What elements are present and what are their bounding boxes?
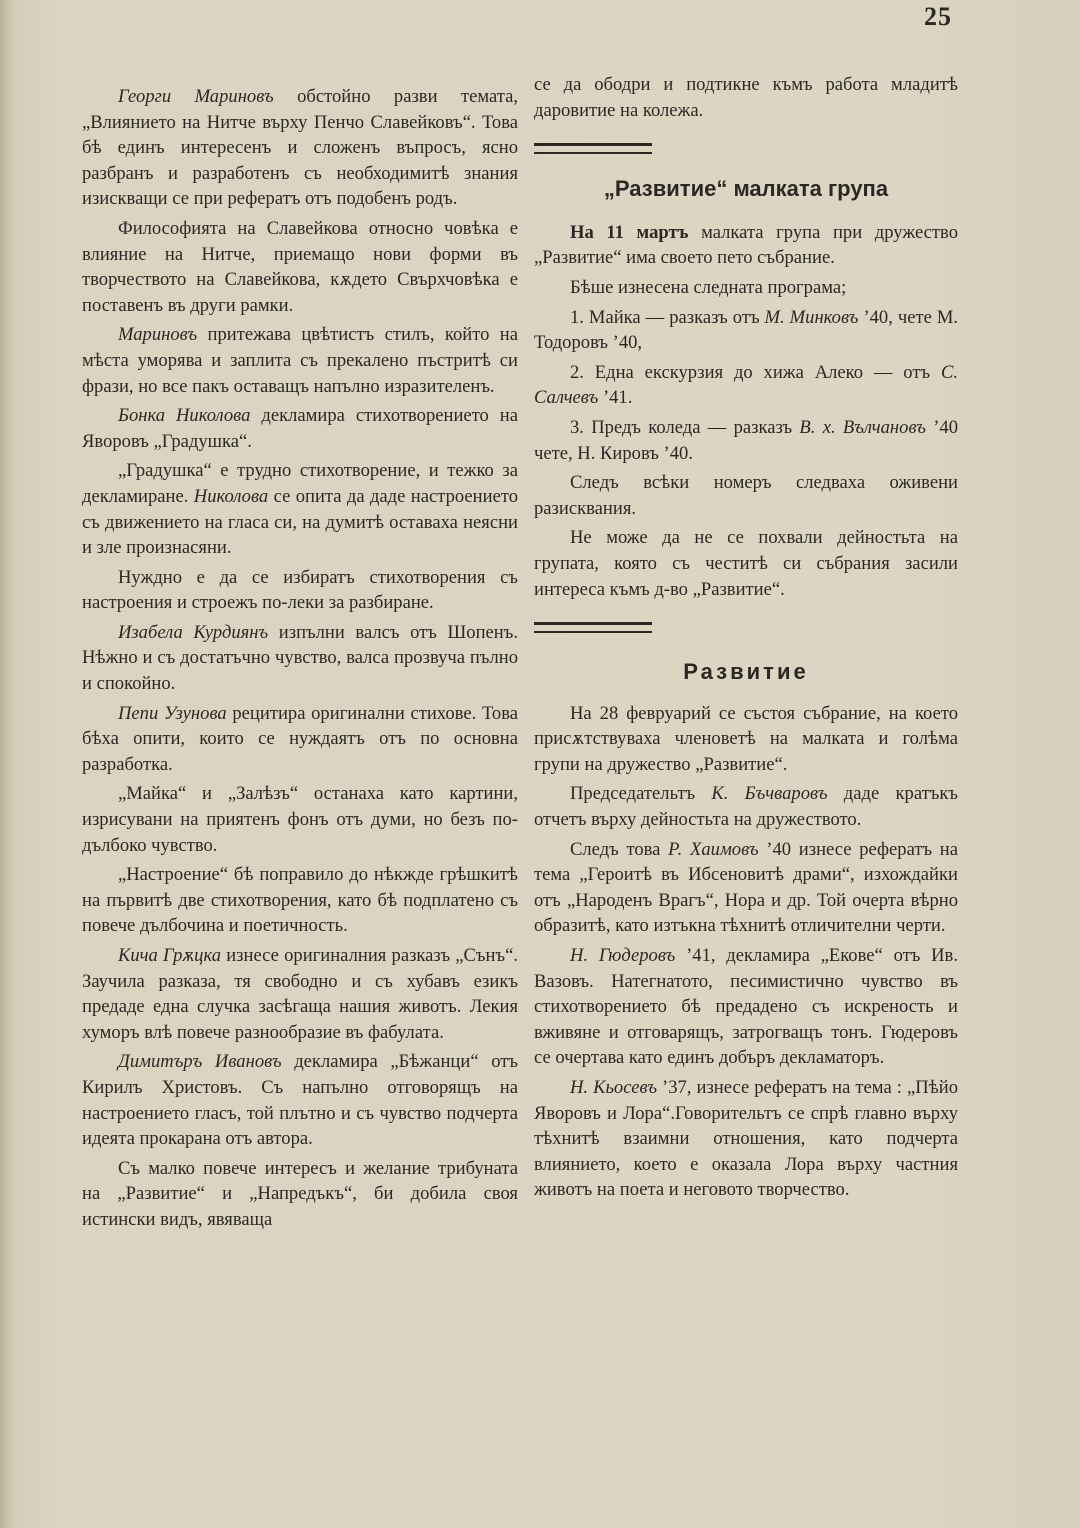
paragraph-kyosev: Н. Кьосевъ ’37, изнесе рефератъ на тема : „Пѣйо Яворовъ и Лора“.Говорительтъ се спрѣ главно върху тѣхнитѣ взаимни отношения, като подчерта влиянието, което е оказала Лора върху частния животъ на поета и неговото творчество. xyxy=(534,1077,958,1201)
person-name: Димитъръ Ивановъ xyxy=(118,1051,282,1073)
section-divider xyxy=(534,622,652,633)
program-item: 1. Майка — разказъ отъ М. Минковъ ’40, чете М. Тодоровъ ’40, xyxy=(534,306,959,354)
person-name: Пепи Узунова xyxy=(118,702,227,724)
person-name: Николова xyxy=(193,485,269,507)
section-title-small-group: „Развитие“ малката група xyxy=(603,176,889,202)
paragraph-uzunova: Пепи Узунова рецитира оригинални стихове. Това бѣха опити, които се нуждаятъ отъ по основна разработка. xyxy=(82,702,518,775)
paragraph-advice: Нуждно е да се избиратъ стихотворения съ настроения и строежъ по-леки за разбиране. xyxy=(82,566,518,614)
paragraph-meeting-intro: На 11 мартъ малката група при дружество „Развитие“ има своето пето събрание. xyxy=(534,221,958,269)
paragraph-nikolova: Бонка Николова декламира стихотворението на Яворовъ „Градушка“. xyxy=(82,405,519,452)
person-name: Н. Гюдеровъ xyxy=(570,945,676,967)
paragraph-haimov: Следъ това Р. Хаимовъ ’40 изнесе рефератъ на тема „Героитѣ въ Ибсеновитѣ драми“, изхождайки отъ „Народенъ Врагъ“, Нора и др. Той очерта вѣрно образитѣ, като изтъкна тѣхнитѣ отличителни черти. xyxy=(534,838,958,937)
page-number: 25 xyxy=(924,2,952,31)
paragraph-marinov-topic: Георги Мариновъ обстойно разви темата, „Влиянието на Нитче върху Пенчо Славейковъ“. Това бѣ единъ интересенъ и сложенъ въпросъ, ясно разбранъ и разработенъ съ необходимитѣ знания изискващи се при рефератъ отъ подобенъ родъ. xyxy=(82,86,518,210)
person-name: Р. Хаимовъ xyxy=(668,838,759,860)
person-name: М. Минковъ xyxy=(764,306,859,328)
paragraph-bachvarov: Председательтъ К. Бъчваровъ даде кратъкъ отчетъ върху дейностьта на дружеството. xyxy=(534,783,958,831)
left-column xyxy=(82,72,518,1237)
paragraph-meeting-feb: На 28 февруарий се състоя събрание, на което присѫтствуваха членоветѣ на малката и голѣма групи на дружество „Развитие“. xyxy=(534,702,958,775)
person-name: К. Бъчваровъ xyxy=(711,783,828,805)
right-column xyxy=(534,72,958,1207)
program-item: 2. Една екскурзия до хижа Алеко — отъ С. Салчевъ ’41. xyxy=(534,361,958,409)
person-name: В. х. Вълчановъ xyxy=(799,416,926,438)
program-label: Бѣше изнесена следната програма; xyxy=(570,276,847,298)
paragraph-gyuderov: Н. Гюдеровъ ’41, декламира „Екове“ отъ Ив. Вазовъ. Натегнатото, песимистично чувство въ стихотворението бѣ предадено съ искреность и вживяне и отговарящъ, затрогващъ тонъ. Гюдеровъ се очертава като единъ добъръ декламаторъ. xyxy=(534,945,958,1069)
person-name: Н. Кьосевъ xyxy=(570,1077,657,1098)
person-name: С. Салчевъ xyxy=(534,361,958,409)
meeting-date: На 11 мартъ xyxy=(570,221,689,243)
paragraph-continuation: се да ободри и подтикне къмъ работа младитѣ даровитие на колежа. xyxy=(534,74,958,121)
paragraph-marinov-style: Мариновъ притежава цвѣтистъ стилъ, който на мѣста уморява и заплита съ прекалено пъстритѣ си фрази, но все пакъ оставащъ напълно изразителенъ. xyxy=(82,324,518,397)
section-title-razvitie: Развитие xyxy=(683,659,809,685)
paragraph-poems: „Майка“ и „Залѣзъ“ останаха като картини, изрисувани на приятенъ фонъ отъ думи, но безъ по-дълбоко чувство. xyxy=(82,783,518,856)
paragraph-praise: Не може да не се похвали дейностьта на групата, която съ честитѣ си събрания засили интереса къмъ д-во „Развитие“. xyxy=(534,527,958,600)
section-divider xyxy=(534,143,652,154)
person-name: Изабела Курдиянъ xyxy=(118,621,269,643)
paragraph-nastroenie: „Настроение“ бѣ поправило до нѣкжде грѣшкитѣ на първитѣ две стихотворения, като бѣ подплатено съ повече дълбочина и поетичность. xyxy=(82,864,518,937)
paragraph-discussion: Следъ всѣки номеръ следваха оживени разисквания. xyxy=(534,472,958,519)
program-item: 3. Предъ коледа — разказъ В. х. Вълчановъ ’40 чете, Н. Кировъ ’40. xyxy=(534,416,958,464)
person-name: Бонка Николова xyxy=(118,405,251,427)
person-name: Мариновъ xyxy=(118,324,198,346)
paragraph-philosophy: Философията на Славейкова относно човѣка е влияние на Нитче, приемащо нови форми въ творчеството на Славейкова, кѫдето Свърхчовѣка е поставенъ въ други рамки. xyxy=(82,217,518,316)
person-name: Кича Грѫцка xyxy=(118,945,222,966)
paragraph-ivanov: Димитъръ Ивановъ декламира „Бѣжанци“ отъ Кирилъ Христовъ. Съ напълно отговорящъ на настроението гласъ, той плътно и съ чувство подчерта идеята прокарана отъ автора. xyxy=(82,1051,518,1150)
person-name: Георги Мариновъ xyxy=(118,86,274,107)
paragraph-kurdiyan: Изабела Курдиянъ изпълни валсъ отъ Шопенъ. Нѣжно и съ достатъчно чувство, валса прозвуча пълно и спокойно. xyxy=(82,621,518,695)
paragraph-gratska: Кича Грѫцка изнесе оригиналния разказъ „Сънъ“. Заучила разказа, тя свободно и съ хубавъ езикъ предаде една случка засѣгаща нашия животъ. Лекия хуморъ влѣ повече разнообразие въ фабулата. xyxy=(82,945,518,1043)
paragraph-gradushka: „Градушка“ е трудно стихотворение, и тежко за декламиране. Николова се опита да даде настроението съ движението на гласа си, на думитѣ оставаха неясни и зле произнасяни. xyxy=(82,460,518,559)
paragraph-closing: Съ малко повече интересъ и желание трибуната на „Развитие“ и „Напредъкъ“, би добила своя истински видъ, явяваща xyxy=(82,1157,518,1230)
